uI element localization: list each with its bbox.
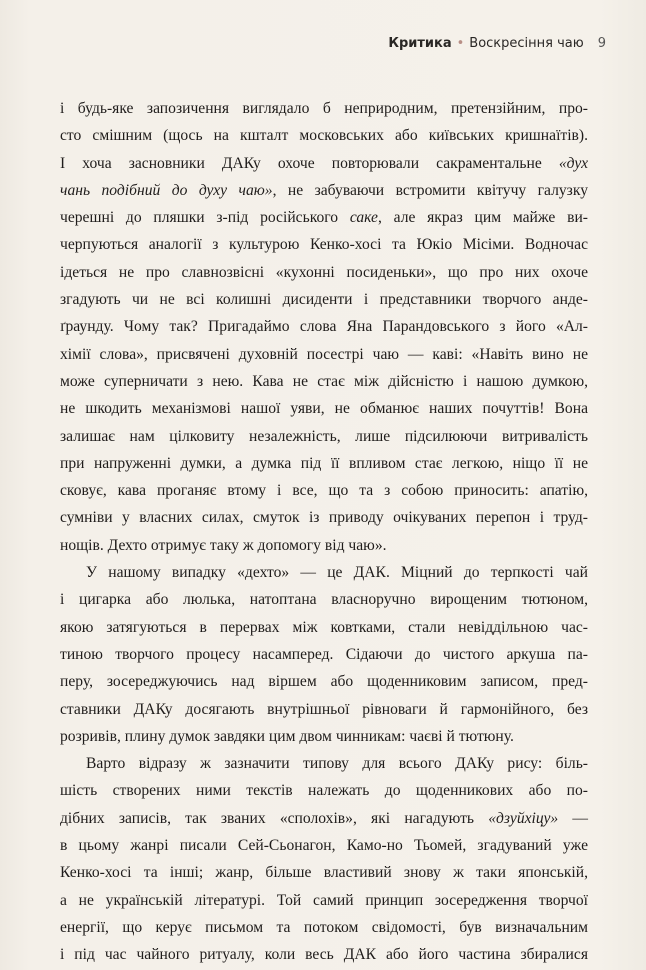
text-segment: згадують чи не всі колишні дисиденти і представники творчого анде- — [60, 291, 588, 309]
text-line — [60, 586, 588, 613]
text-segment: не шкодить механізмові нашої уяви, не обманює наших почуттів! Вона — [60, 400, 588, 418]
text-segment: якою затягуються в перервах між ковтками, стали невіддільною час- — [60, 618, 588, 636]
text-line — [60, 95, 588, 122]
text-segment: шість створених ними текстів належать до щоденникових або по- — [60, 782, 588, 800]
text-line — [60, 614, 588, 641]
text-line — [60, 231, 588, 258]
text-line — [60, 477, 588, 504]
text-segment: дібних записів, так званих «сполохів», які нагадують — [60, 809, 489, 827]
text-segment: тиною творчого процесу насамперед. Сідаючи до чистого аркуша па- — [60, 645, 588, 663]
italic-text: «дзуйхіцу» — [488, 809, 559, 827]
text-line — [60, 177, 588, 204]
text-line — [60, 887, 588, 914]
text-segment: розривів, плину думок завдяки цим двом чинникам: чаєві й тютюну. — [60, 727, 514, 745]
text-segment: хімії слова», присвячені духовній посестрі чаю — каві: «Навіть вино не — [60, 345, 588, 363]
text-segment: Кенко-хосі та інші; жанр, більше властивий знову ж таки японській, — [60, 864, 588, 882]
text-segment: ідеться не про славнозвісні «кухонні посиденьки», що про них охоче — [60, 263, 588, 281]
text-segment: сумніви у власних силах, смуток із приводу очікуваних перепон і труд- — [60, 509, 588, 527]
text-segment: — — [558, 809, 588, 827]
text-line — [60, 641, 588, 668]
text-segment: перу, зосереджуючись над віршем або щоденниковим записом, пред- — [60, 673, 588, 691]
text-segment: черешні до пляшки з-під російського — [60, 209, 350, 227]
text-line — [60, 859, 588, 886]
body-text — [60, 95, 588, 969]
text-segment: І хоча засновники ДАКу охоче повторювали сакраментальне — [60, 154, 559, 172]
section-title: Критика — [388, 36, 452, 51]
text-line — [60, 668, 588, 695]
text-line — [60, 805, 588, 832]
text-segment: в цьому жанрі писали Сей-Сьонагон, Камо-но Тьомей, згадуваний уже — [60, 837, 588, 855]
text-segment: У нашому випадку «дехто» — це ДАК. Міцний до терпкості чай — [86, 564, 588, 582]
text-line — [60, 504, 588, 531]
text-line — [60, 313, 588, 340]
text-line — [60, 723, 588, 750]
text-line — [60, 150, 588, 177]
page-number: 9 — [597, 36, 606, 51]
text-line — [60, 941, 588, 968]
header-separator: • — [456, 36, 465, 51]
text-segment: а не українській літературі. Той самий принцип зосередження творчої — [60, 891, 588, 909]
text-line — [60, 832, 588, 859]
text-line — [60, 341, 588, 368]
text-segment: Варто відразу ж зазначити типову для всього ДАКу рису: біль- — [86, 755, 588, 773]
text-segment: і під час чайного ритуалу, коли весь ДАК або його частина збиралися — [60, 946, 588, 964]
text-segment: залишає нам цілковиту незалежність, лише підсилюючи витривалість — [60, 427, 588, 445]
text-line — [60, 286, 588, 313]
text-line — [60, 122, 588, 149]
italic-text: чань подібний до духу чаю» — [60, 181, 273, 199]
text-line — [60, 395, 588, 422]
text-segment: , але якраз цим майже ви- — [377, 209, 588, 227]
text-line — [60, 559, 588, 586]
text-line — [60, 259, 588, 286]
chapter-title: Воскресіння чаю — [469, 36, 584, 51]
text-segment: і цигарка або люлька, натоптана власноручно вирощеним тютюном, — [60, 591, 588, 609]
text-line — [60, 750, 588, 777]
text-segment: сто смішним (щось на кшталт московських або київських кришнаїтів). — [60, 127, 588, 145]
text-line — [60, 532, 588, 559]
text-line — [60, 423, 588, 450]
text-segment: , не забуваючи встромити квітучу галузку — [272, 181, 588, 199]
text-line — [60, 450, 588, 477]
text-segment: черпуються аналогії з культурою Кенко-хосі та Юкіо Місіми. Водночас — [60, 236, 588, 254]
text-line — [60, 696, 588, 723]
text-segment: при напруженні думки, а думка під її впливом стає легкою, ніщо її не — [60, 454, 588, 472]
italic-text: «дух — [558, 154, 588, 172]
text-line — [60, 914, 588, 941]
text-segment: і будь-яке запозичення виглядало б неприродним, претензійним, про- — [60, 100, 588, 117]
text-line — [60, 368, 588, 395]
italic-text: саке — [349, 209, 378, 227]
text-segment: може суперничати з нею. Кава не стає між дійсністю і нашою думкою, — [60, 372, 588, 390]
text-segment: ґраунду. Чому так? Пригадаймо слова Яна Парандовського з його «Ал- — [60, 318, 588, 336]
text-segment: сковує, кава проганяє втому і все, що та з собою приносить: апатію, — [60, 482, 588, 500]
text-line — [60, 204, 588, 231]
text-line — [60, 777, 588, 804]
running-head — [388, 36, 606, 51]
text-segment: ставники ДАКу досягають внутрішньої рівноваги й гармонійного, без — [60, 700, 588, 718]
text-segment: енергії, що керує письмом та потоком свідомості, був визначальним — [60, 918, 588, 936]
text-segment: нощів. Дехто отримує таку ж допомогу від чаю». — [60, 536, 387, 554]
